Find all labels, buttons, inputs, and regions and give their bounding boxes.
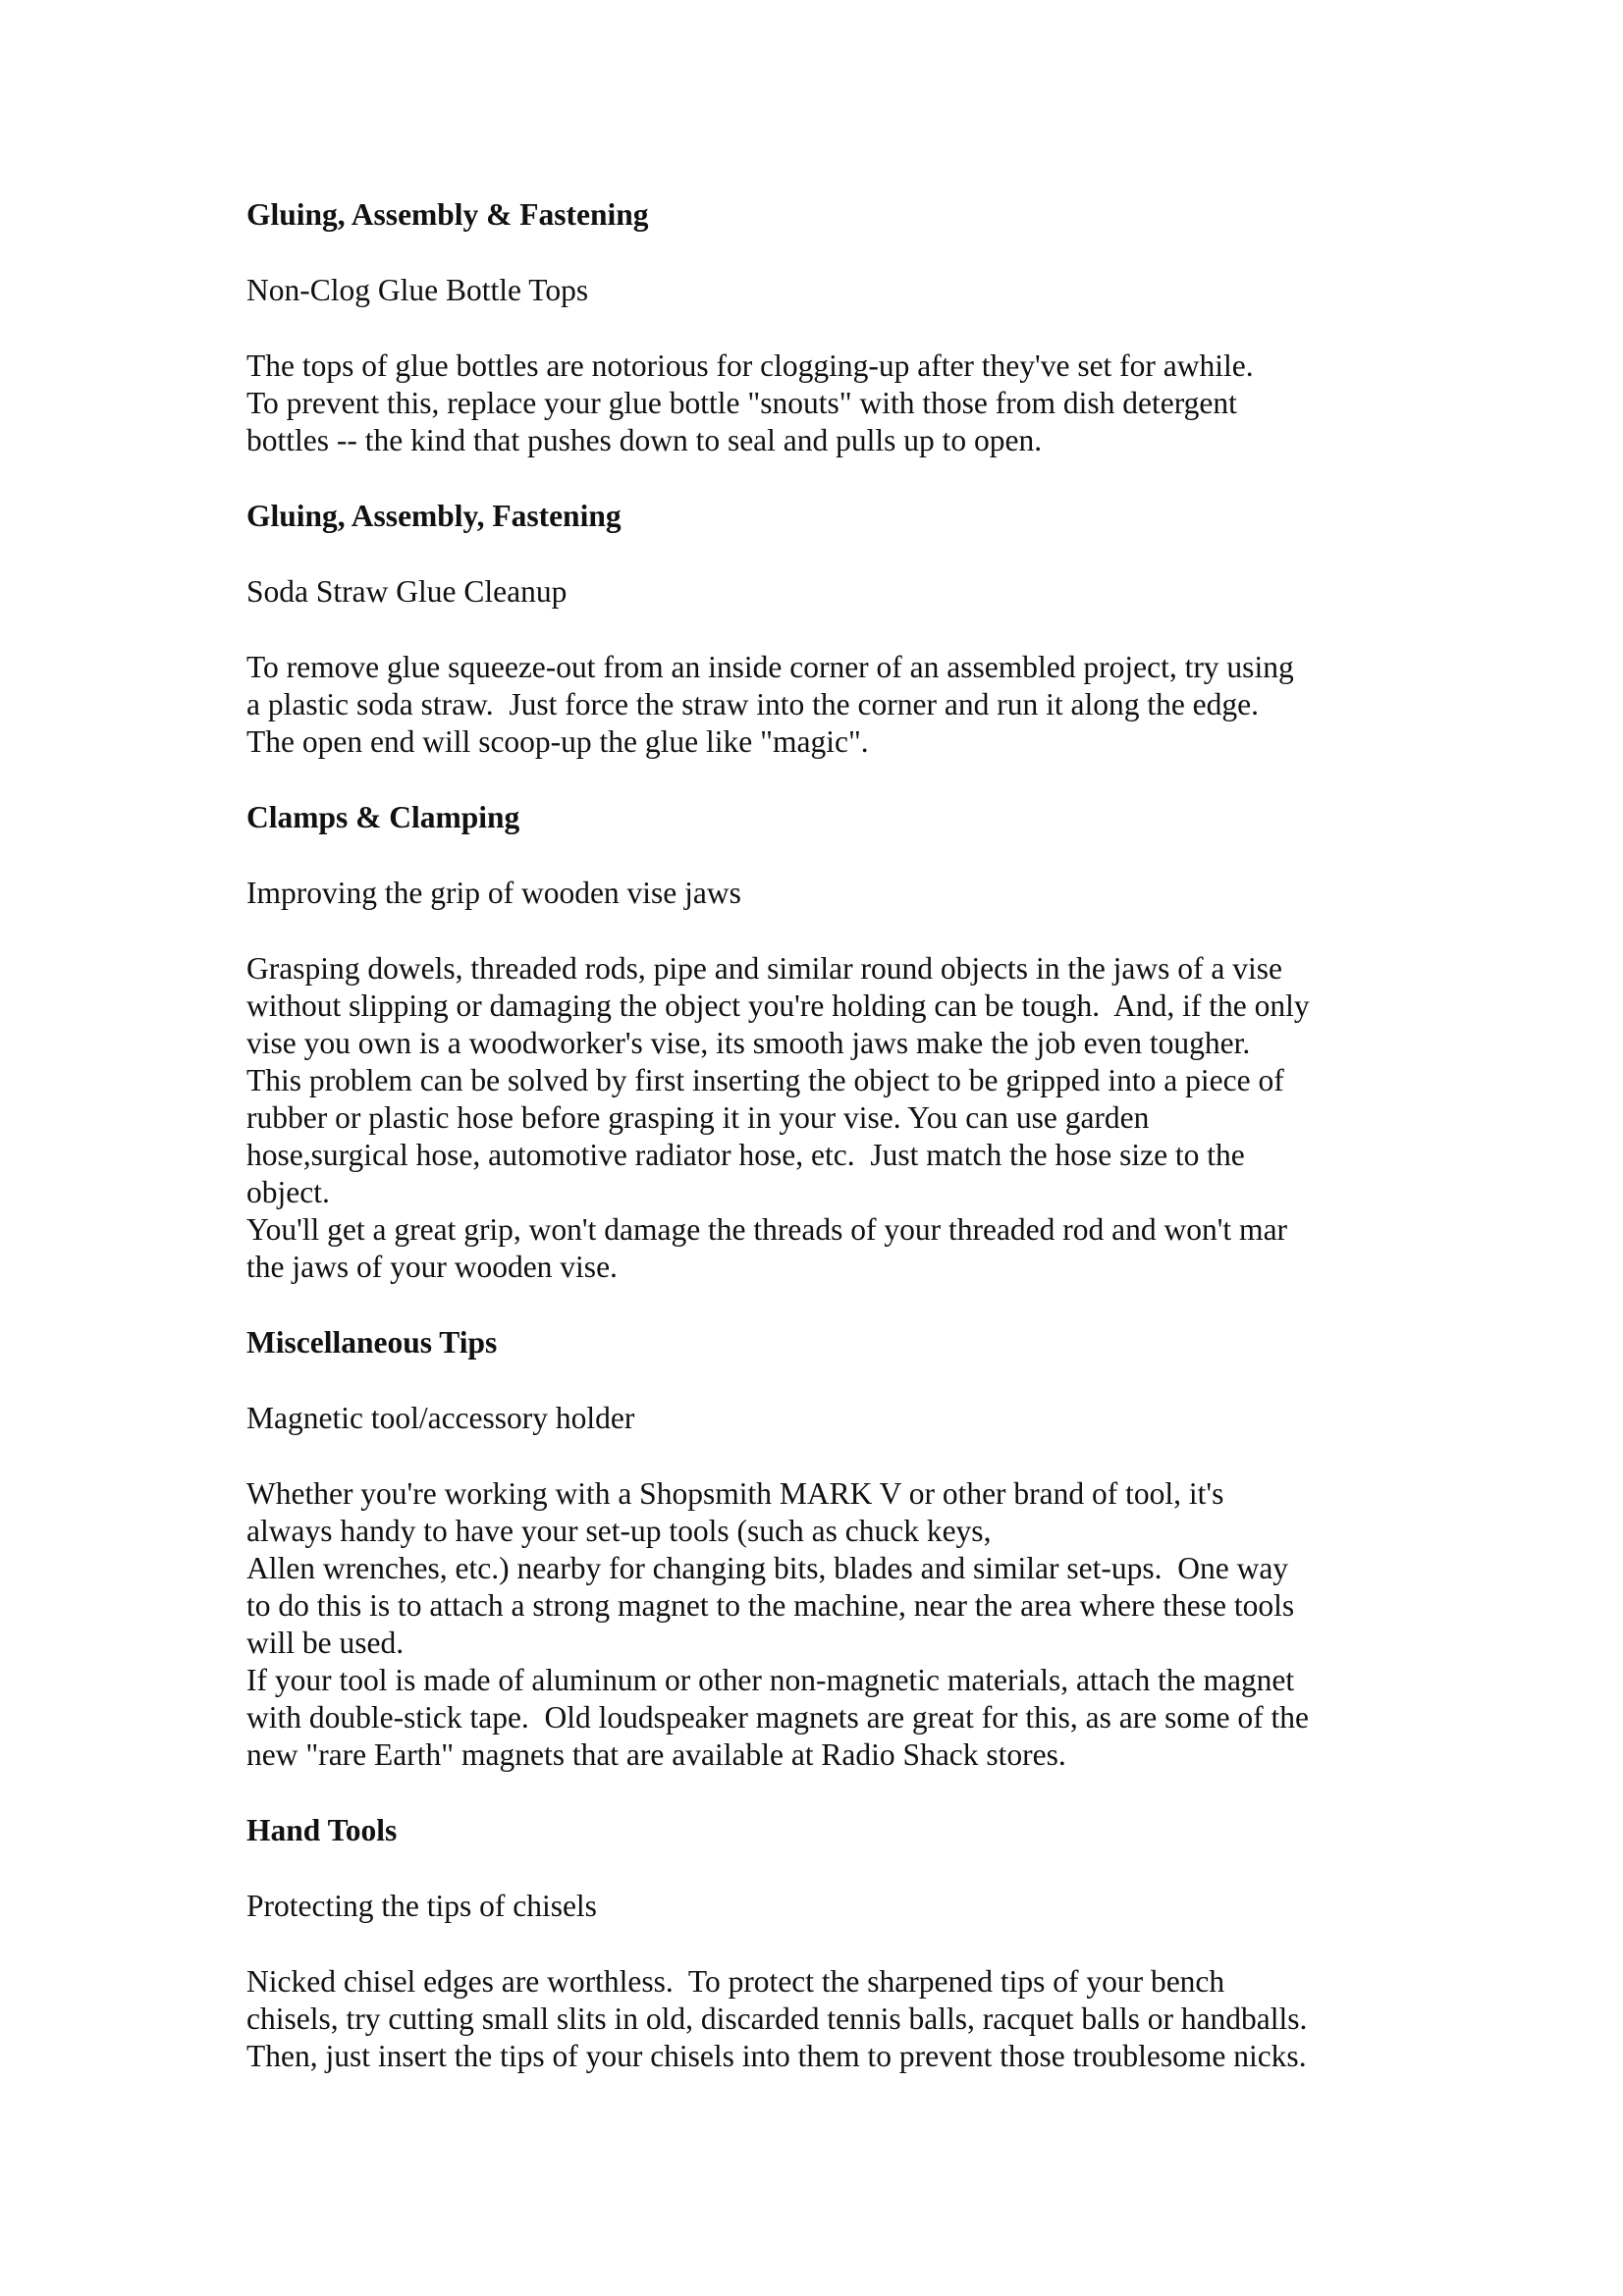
tip-body-line: Whether you're working with a Shopsmith MARK V or other brand of tool, it's <box>246 1476 1224 1511</box>
tip-body-line: will be used. <box>246 1626 405 1660</box>
tip-body-line: hose,surgical hose, automotive radiator hose, etc. Just match the hose size to the <box>246 1138 1245 1172</box>
tip-body-line: bottles -- the kind that pushes down to seal and pulls up to open. <box>246 423 1043 457</box>
tip-section <box>246 196 1405 459</box>
section-category: Hand Tools <box>246 1813 398 1847</box>
section-category: Clamps & Clamping <box>246 800 520 834</box>
tip-body-line: Nicked chisel edges are worthless. To protect the sharpened tips of your bench <box>246 1964 1225 1999</box>
section-category: Miscellaneous Tips <box>246 1325 498 1360</box>
tip-body-line: This problem can be solved by first inserting the object to be gripped into a piece of <box>246 1063 1284 1097</box>
tip-title: Soda Straw Glue Cleanup <box>246 574 568 609</box>
document-page <box>246 196 1405 2075</box>
tip-body-line: The tops of glue bottles are notorious for clogging-up after they've set for awhile. <box>246 348 1254 383</box>
tip-body-line: rubber or plastic hose before grasping it in your vise. You can use garden <box>246 1100 1150 1135</box>
tip-section <box>246 498 1405 761</box>
tip-body-line: without slipping or damaging the object you're holding can be tough. And, if the only <box>246 988 1310 1023</box>
tip-section <box>246 1324 1405 1774</box>
tip-body-line: The open end will scoop-up the glue like "magic". <box>246 724 869 759</box>
tip-title: Magnetic tool/accessory holder <box>246 1401 635 1435</box>
tip-body-line: a plastic soda straw. Just force the straw into the corner and run it along the edge. <box>246 687 1260 721</box>
tip-body-line: You'll get a great grip, won't damage the threads of your threaded rod and won't mar <box>246 1212 1288 1247</box>
section-category: Gluing, Assembly, Fastening <box>246 499 622 533</box>
tip-body-line: To prevent this, replace your glue bottle "snouts" with those from dish detergent <box>246 386 1237 420</box>
tip-title: Improving the grip of wooden vise jaws <box>246 876 741 910</box>
tip-body-line: To remove glue squeeze-out from an inside corner of an assembled project, try using <box>246 650 1294 684</box>
tip-body-line: If your tool is made of aluminum or other non-magnetic materials, attach the magnet <box>246 1663 1295 1697</box>
tip-body-line: object. <box>246 1175 330 1209</box>
tip-body-line: vise you own is a woodworker's vise, its smooth jaws make the job even tougher. <box>246 1026 1251 1060</box>
tip-section <box>246 799 1405 1286</box>
tip-body-line: Grasping dowels, threaded rods, pipe and similar round objects in the jaws of a vise <box>246 951 1283 986</box>
tip-body-line: Allen wrenches, etc.) nearby for changing bits, blades and similar set-ups. One way <box>246 1551 1289 1585</box>
tip-body-line: new "rare Earth" magnets that are available at Radio Shack stores. <box>246 1737 1066 1772</box>
tip-body-line: Then, just insert the tips of your chisels into them to prevent those troublesome nicks. <box>246 2039 1307 2073</box>
tip-body-line: chisels, try cutting small slits in old, discarded tennis balls, racquet balls or handballs. <box>246 2002 1308 2036</box>
tip-title: Protecting the tips of chisels <box>246 1889 597 1923</box>
tip-section <box>246 1812 1405 2075</box>
tip-body-line: the jaws of your wooden vise. <box>246 1250 618 1284</box>
tip-title: Non-Clog Glue Bottle Tops <box>246 273 589 307</box>
tip-body-line: always handy to have your set-up tools (such as chuck keys, <box>246 1514 992 1548</box>
tip-body-line: with double-stick tape. Old loudspeaker magnets are great for this, as are some of the <box>246 1700 1310 1735</box>
section-category: Gluing, Assembly & Fastening <box>246 197 649 232</box>
tip-body-line: to do this is to attach a strong magnet to the machine, near the area where these tools <box>246 1588 1295 1623</box>
